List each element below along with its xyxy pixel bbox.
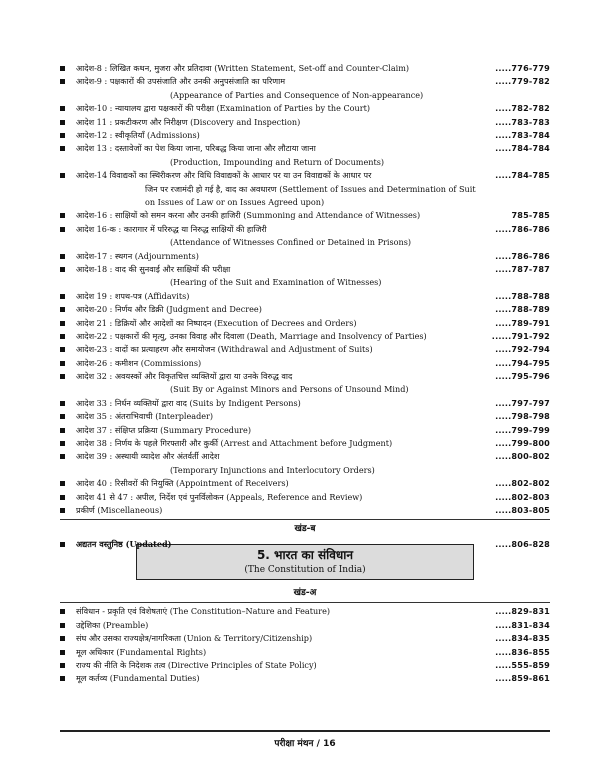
item-page: .....784-784 <box>495 143 550 154</box>
item-continuation: (Suit By or Against Minors and Persons of Unsound Mind) <box>170 384 409 395</box>
khand-a-heading: खंड-अ <box>293 588 317 599</box>
chapter-subtitle: (The Constitution of India) <box>244 565 366 576</box>
bullet-icon <box>60 481 65 486</box>
item-page: .....834-835 <box>495 633 550 644</box>
list-item[interactable] <box>60 75 550 88</box>
item-text: आदेश 35 : अंतराभिवाची (Interpleader) <box>76 411 214 422</box>
bullet-icon <box>60 361 65 366</box>
item-text: आदेश-16 : साक्षियों को समन करना और उनकी हाजिरी (Summoning and Attendance of Witnesses) <box>76 210 421 221</box>
list-item[interactable] <box>60 646 550 659</box>
list-item[interactable] <box>60 223 550 236</box>
item-text: संविधान - प्रकृति एवं विशेषताएं (The Constitution–Nature and Feature) <box>76 606 331 617</box>
item-text: आदेश 13 : दस्तावेजों का पेश किया जाना, परिबद्ध किया जाना और लौटाया जाना <box>76 143 316 154</box>
item-text: आदेश 40 : रिसीवरों की नियुक्ति (Appointment of Receivers) <box>76 478 289 489</box>
item-text: आदेश 38 : निर्णय के पहले गिरफ्तारी और कुर्की (Arrest and Attachment before Judgment) <box>76 438 393 449</box>
list-item[interactable] <box>60 397 550 410</box>
item-page: .....798-798 <box>495 411 550 422</box>
item-page: .....788-788 <box>495 290 550 301</box>
list-item[interactable] <box>60 116 550 129</box>
item-text: आदेश 33 : निर्धन व्यक्तियों द्वारा वाद (Suits by Indigent Persons) <box>76 397 301 408</box>
item-page: ......791-792 <box>491 330 550 341</box>
bullet-icon <box>60 428 65 433</box>
list-item[interactable] <box>60 263 550 276</box>
item-page: .....779-782 <box>495 76 550 87</box>
list-item[interactable] <box>60 491 550 504</box>
item-page: .....776-779 <box>495 63 550 73</box>
item-page: .....829-831 <box>495 606 550 617</box>
item-text: आदेश 37 : संक्षिप्त प्रक्रिया (Summary Procedure) <box>76 424 251 435</box>
item-page: .....802-803 <box>495 491 550 502</box>
item-continuation: (Production, Impounding and Return of Documents) <box>170 156 385 167</box>
item-text: उद्देशिका (Preamble) <box>76 619 149 630</box>
bullet-icon <box>60 508 65 513</box>
bullet-icon <box>60 146 65 151</box>
item-page: .....802-802 <box>495 478 550 489</box>
item-text: आदेश 21 : डिक्रियों और आदेशों का निष्पादन (Execution of Decrees and Orders) <box>76 317 357 328</box>
contents-list <box>60 62 550 686</box>
bullet-icon <box>60 106 65 111</box>
item-page: .....806-828 <box>495 539 550 550</box>
item-page: .....783-783 <box>495 116 550 127</box>
item-continuation: (Temporary Injunctions and Interlocutory Orders) <box>170 464 375 475</box>
item-page: .....555-859 <box>495 659 550 670</box>
item-text: आदेश-23 : वादों का प्रत्याहरण और समायोजन (Withdrawal and Adjustment of Suits) <box>76 344 373 355</box>
item-page: .....859-861 <box>495 673 550 684</box>
item-text: आदेश 41 से 47 : अपील, निर्देश एवं पुनर्विलोकन (Appeals, Reference and Review) <box>76 491 363 502</box>
list-item[interactable] <box>60 343 550 356</box>
list-item[interactable] <box>60 605 550 618</box>
item-page: .....831-834 <box>495 619 550 630</box>
list-item[interactable] <box>60 303 550 316</box>
item-page: .....803-805 <box>495 505 550 516</box>
item-text: संघ और उसका राज्यक्षेत्र/नागरिकता (Union & Territory/Citizenship) <box>76 633 313 644</box>
list-item[interactable] <box>60 477 550 490</box>
bullet-icon <box>60 441 65 446</box>
item-continuation: on Issues of Law or on Issues Agreed upon) <box>145 196 325 207</box>
list-item[interactable] <box>60 357 550 370</box>
list-item[interactable] <box>60 424 550 437</box>
item-page: .....836-855 <box>495 646 550 657</box>
item-text: मूल कर्तव्य (Fundamental Duties) <box>76 673 200 684</box>
item-page: .....799-799 <box>495 424 550 435</box>
item-page: 785-785 <box>511 210 550 221</box>
bullet-icon <box>60 663 65 668</box>
list-item[interactable] <box>60 142 550 155</box>
list-item[interactable] <box>60 129 550 142</box>
bullet-icon <box>60 650 65 655</box>
chapter-title: 5. भारत का संविधान <box>256 548 354 563</box>
item-text: आदेश-8 : लिखित कथन, मुजरा और प्रतिदावा (Written Statement, Set-off and Counter-Claim) <box>76 63 410 73</box>
list-item[interactable] <box>60 672 550 685</box>
item-text: आदेश-20 : निर्णय और डिक्री (Judgment and Decree) <box>76 304 262 315</box>
bullet-icon <box>60 173 65 178</box>
bullet-icon <box>60 334 65 339</box>
bullet-icon <box>60 307 65 312</box>
bullet-icon <box>60 676 65 681</box>
list-item[interactable] <box>60 632 550 645</box>
item-text: आदेश 19 : शपथ-पत्र (Affidavits) <box>76 290 190 301</box>
bullet-icon <box>60 321 65 326</box>
item-text: प्रकीर्ण (Miscellaneous) <box>76 505 163 516</box>
list-item[interactable] <box>60 169 550 182</box>
list-item[interactable] <box>60 62 550 75</box>
item-page: .....799-800 <box>495 438 550 449</box>
list-item[interactable] <box>60 659 550 672</box>
list-item[interactable] <box>60 437 550 450</box>
bullet-icon <box>60 401 65 406</box>
item-continuation: जिन पर रजामंदी हो गई है, वाद का अवधारण (Settlement of Issues and Determination of Suit <box>145 183 476 194</box>
bullet-icon <box>60 133 65 138</box>
item-page: .....786-786 <box>495 223 550 234</box>
item-continuation: (Hearing of the Suit and Examination of Witnesses) <box>170 277 382 288</box>
item-text: आदेश-26 : कमीशन (Commissions) <box>76 357 202 368</box>
bullet-icon <box>60 374 65 379</box>
item-page: .....782-782 <box>495 103 550 114</box>
item-text: आदेश 11 : प्रकटीकरण और निरीक्षण (Discovery and Inspection) <box>76 116 301 127</box>
item-page: .....792-794 <box>495 344 550 355</box>
item-page: .....797-797 <box>495 397 550 408</box>
list-item[interactable] <box>60 504 550 517</box>
item-page: .....788-789 <box>495 304 550 315</box>
list-item[interactable] <box>60 330 550 343</box>
bullet-icon <box>60 495 65 500</box>
item-text: आदेश 16-क : कारागार में परिरुद्ध या निरुद्ध साक्षियों की हाजिरी <box>76 223 267 234</box>
bullet-icon <box>60 227 65 232</box>
list-item[interactable] <box>60 317 550 330</box>
item-page: .....784-785 <box>495 170 550 181</box>
item-text: आदेश-10 : न्यायालय द्वारा पक्षकारों की परीक्षा (Examination of Parties by the Court) <box>76 103 371 114</box>
bullet-icon <box>60 454 65 459</box>
bullet-icon <box>60 609 65 614</box>
item-text: आदेश-9 : पक्षकारों की उपसंजाति और उनकी अनुपसंजाति का परिणाम <box>76 76 286 87</box>
item-continuation: (Attendance of Witnesses Confined or Detained in Prisons) <box>170 237 412 248</box>
item-text: आदेश-22 : पक्षकारों की मृत्यु, उनका विवाह और दिवाला (Death, Marriage and Insolvency of Parties) <box>76 330 427 341</box>
item-text: आदेश-14 विवाद्यकों का स्थिरीकरण और विधि विवाद्यकों के आधार पर या उन विवाद्यकों के आधार पर <box>76 170 372 181</box>
list-item[interactable] <box>60 370 550 383</box>
item-text: आदेश-18 : वाद की सुनवाई और साक्षियों की परीक्षा <box>76 263 231 274</box>
bullet-icon <box>60 294 65 299</box>
bullet-icon <box>60 636 65 641</box>
item-text: अद्यतन वस्तुनिष्ठ (Updated) <box>76 539 172 550</box>
item-text: आदेश 32 : अवयस्कों और विकृतचित्त व्यक्तियों द्वारा या उनके विरुद्ध वाद <box>76 371 293 382</box>
list-item[interactable] <box>60 250 550 263</box>
bullet-icon <box>60 213 65 218</box>
item-text: आदेश 39 : अस्थायी व्यादेश और अंतर्वर्ती आदेश <box>76 451 220 462</box>
list-item[interactable] <box>60 209 550 222</box>
bullet-icon <box>60 267 65 272</box>
bullet-icon <box>60 623 65 628</box>
item-text: मूल अधिकार (Fundamental Rights) <box>76 646 207 657</box>
list-item[interactable] <box>60 290 550 303</box>
item-page: .....783-784 <box>495 129 550 140</box>
bullet-icon <box>60 79 65 84</box>
list-item[interactable] <box>60 410 550 423</box>
item-text: आदेश-12 : स्वीकृतियाँ (Admissions) <box>76 129 200 140</box>
khand-b-heading: खंड-ब <box>294 524 316 535</box>
item-continuation: (Appearance of Parties and Consequence of Non-appearance) <box>170 89 424 100</box>
divider <box>60 602 550 603</box>
item-page: .....800-802 <box>495 451 550 462</box>
page-footer <box>60 730 550 749</box>
bullet-icon <box>60 66 65 71</box>
section-constitution <box>60 605 550 685</box>
bullet-icon <box>60 542 65 547</box>
item-text: आदेश-17 : स्थगन (Adjournments) <box>76 250 199 261</box>
bullet-icon <box>60 254 65 259</box>
item-page: .....794-795 <box>495 357 550 368</box>
list-item[interactable] <box>60 450 550 463</box>
footer-text: परीक्षा मंथन / 16 <box>274 739 336 749</box>
bullet-icon <box>60 347 65 352</box>
item-page: .....786-786 <box>495 250 550 261</box>
item-text: राज्य की नीति के निदेशक तत्व (Directive Principles of State Policy) <box>76 659 317 670</box>
section-orders <box>60 62 550 517</box>
list-item[interactable] <box>60 619 550 632</box>
bullet-icon <box>60 120 65 125</box>
list-item[interactable] <box>60 102 550 115</box>
item-page: .....795-796 <box>495 371 550 382</box>
item-page: .....787-787 <box>495 263 550 274</box>
item-page: .....789-791 <box>495 317 550 328</box>
bullet-icon <box>60 414 65 419</box>
